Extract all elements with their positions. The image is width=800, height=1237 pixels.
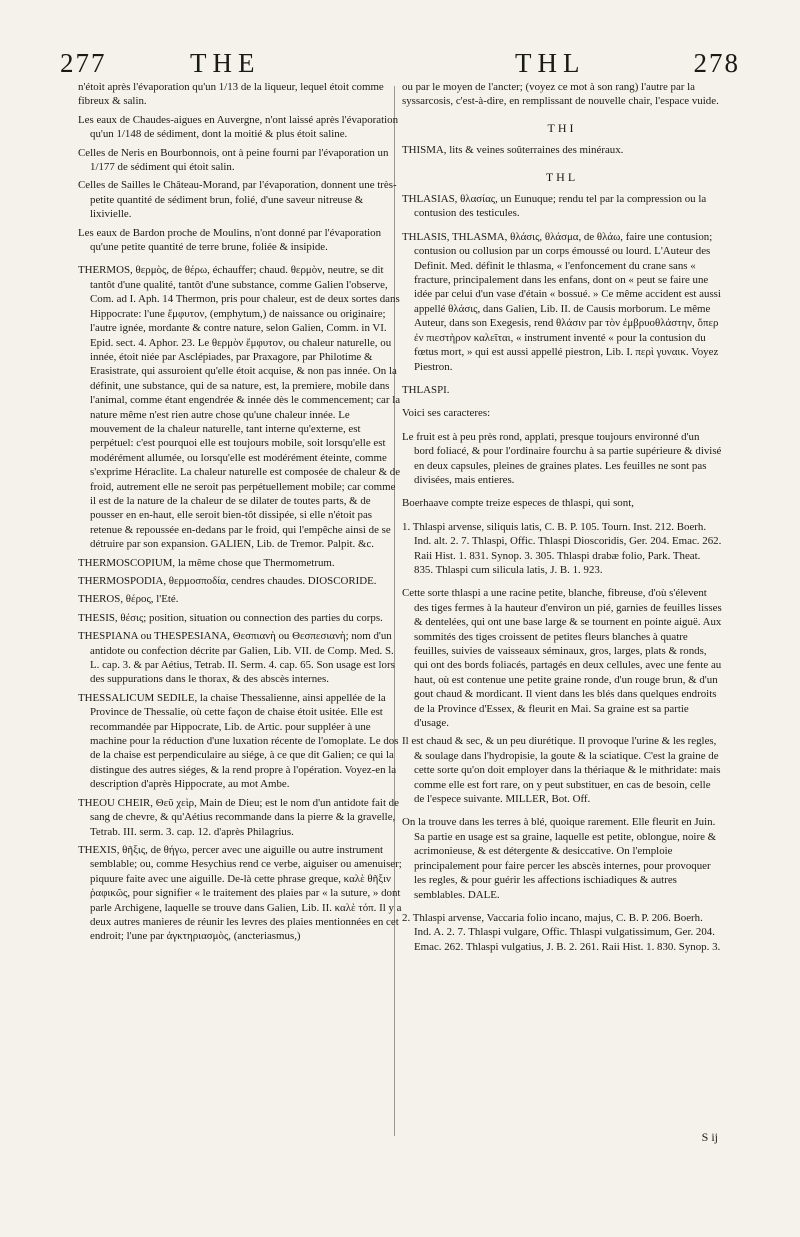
entry-thermoscopium: THERMOSCOPIUM, la même chose que Thermometrum. — [78, 556, 335, 569]
paragraph: Celles de Neris en Bourbonnois, ont à peine fourni par l'évaporation un 1/177 de sédiment qui étoit salin. — [78, 146, 389, 174]
entry-thexis: THEXIS, θῆξις, de θήγω, percer avec une aiguille ou autre instrument semblable; ou, comme Hesychius rend ce verbe, aiguiser ou amenuiser; piquure faite avec une aiguille. De-là cette phrase greque, καλὲ θῆξιν ῥαφικῶς, pour signifier « le traitement des plaies par « la suture, » dont parle Archigene, laquelle se trouve dans Galien, Lib. II. καλὲ τόπ. Il y a deux autres manieres de réunir les levres des plaies mentionnées en cet endroit; l'une par ἀγκτηριασμὸς, (ancteriasmus,) — [78, 843, 402, 943]
entry-thespiana: THESPIANA ou THESPESIANA, Θεσπιανὴ ou Θεσπεσιανὴ; nom d'un antidote ou confection décrite par Galien, Lib. VII. de Comp. Med. S. L. cap. 3. & par Aétius, Tetrab. II. Serm. 4. cap. 65. Son usage est lors des suppurations dans le thorax, & des abscès internes. — [78, 630, 395, 686]
signature-mark: S ij — [701, 1130, 718, 1144]
entry-thermospodia: THERMOSPODIA, θερμοσποδία, cendres chaudes. DIOSCORIDE. — [78, 575, 377, 587]
paragraph: Celles de Sailles le Château-Morand, par l'évaporation, donnent une très-petite quantité de sédiment brun, folié, d'une saveur nitreuse & lixivielle. — [78, 179, 397, 221]
paragraph: ou par le moyen de l'ancter; (voyez ce mot à son rang) l'autre par la syssarcosis, c'est-à-dire, en remplissant de nouvelle chair, l'espace vuide. — [402, 81, 719, 108]
section-heading-thl: THL — [545, 169, 579, 184]
paragraph: n'étoit après l'évaporation qu'un 1/13 de la liqueur, lequel étoit comme fibreux & salin. — [78, 81, 384, 108]
entry-thesis: THESIS, θέσις; position, situation ou connection des parties du corps. — [78, 611, 383, 624]
entry-theros: THEROS, θέρος, l'Eté. — [78, 593, 179, 606]
paragraph: Les eaux de Chaudes-aigues en Auvergne, n'ont laissé après l'évaporation qu'un 1/148 de sédiment, dont la moitié & plus étoit saline. — [78, 113, 399, 141]
running-head-left: THE — [190, 48, 261, 78]
running-head-right: THL — [515, 48, 586, 78]
paragraph: Boerhaave compte treize especes de thlaspi, qui sont, — [402, 497, 634, 510]
paragraph: Voici ses caracteres: — [402, 407, 491, 420]
entry-thisma: THISMA, lits & veines soûterraines des minéraux. — [402, 144, 624, 157]
page-header — [60, 48, 740, 84]
left-column — [78, 80, 403, 948]
paragraph: Cette sorte thlaspi a une racine petite, blanche, fibreuse, d'où s'élevent des tiges fermes à la hauteur d'environ un pié, garnies de feuilles lisses & dentelées, qui ont une base large & se tournent en pointe aiguë. Aux sommités des tiges croissent de petites fleurs blanches à quatre feuilles, suivies de vaisseaux séminaux, gros, larges, plats & ronds, qui ont des bords foliacés, partagés en deux cellules, avec une fente au haut, où est contenue une petite graine ronde, d'un rouge brun, & d'un gout chaud & mordicant. Il vient dans les blés dans quelques endroits de la Province d'Essex, & fleurit en Mai. Sa graine est sa partie d'usage. — [402, 587, 722, 730]
paragraph: On la trouve dans les terres à blé, quoique rarement. Elle fleurit en Juin. Sa partie en usage est sa graine, laquelle est petite, oblongue, noire & acrimonieuse, & est détergente & desiccative. On l'emploie principalement pour faire percer les abscès internes, pour provoquer les regles, & pour guérir les affections ischiadiques & autres semblables. DALE. — [402, 816, 717, 901]
entry-thessalicum-sedile: THESSALICUM SEDILE, la chaise Thessalienne, ainsi appellée de la Province de Thessalie, où cette façon de chaise étoit usitée. Elle est recommandée par Hippocrate, Lib. de Artic. pour suppléer à une machine pour la réduction d'une luxation récente de l'omoplate. Le dos de la chaise est perpendiculaire au siége, à ce que dit Galien; ce qui la distingue des autres siéges, & la rend propre à l'opération. Voyez-en la description d'après Hippocrate, au mot Ambe. — [78, 691, 399, 791]
page-number-right: 278 — [693, 48, 740, 78]
species-2: 2. Thlaspi arvense, Vaccaria folio incano, majus, C. B. P. 206. Boerh. Ind. A. 2. 7. Thlaspi vulgare, Offic. Thlaspi vulgatissimum, Ger. 204. Emac. 262. Thlaspi vulgatius, J. B. 2. 261. Raii Hist. 1. 830. Synop. 3. — [402, 911, 721, 953]
paragraph: Le fruit est à peu près rond, applati, presque toujours environné d'un bord foliacé, & pour l'ordinaire fourchu à sa partie supérieure & divisé en deux capsules, pleines de graines plates. Les feuilles ne sont pas divisées, mais entieres. — [402, 430, 722, 486]
entry-theou-cheir: THEOU CHEIR, Θεῦ χεὶρ, Main de Dieu; est le nom d'un antidote fait de sang de chevre, & qu'Aétius recommande dans la pierre & la gravelle, Tetrab. III. serm. 3. cap. 12. d'après Philagrius. — [78, 796, 399, 838]
page-number-left: 277 — [60, 48, 107, 78]
entry-thlasias: THLASIAS, θλασίας, un Eunuque; rendu tel par la compression ou la contusion des testicules. — [402, 193, 707, 220]
right-column — [402, 80, 722, 958]
section-heading-thi: THI — [547, 120, 577, 135]
paragraph: Les eaux de Bardon proche de Moulins, n'ont donné par l'évaporation qu'une petite quantité de terre brune, foliée & insipide. — [78, 226, 382, 254]
entry-thermos: THERMOS, θερμὸς, de θέρω, échauffer; chaud. θερμὸν, neutre, se dit tantôt d'une qualité, tantôt d'une substance, comme Galien l'observe, Com. ad I. Aph. 14 Thermon, pris pour chaleur, est de deux sortes dans Hippocrate: l'une ἔμφυτον, (emphytum,) de naissance ou originaire; l'autre ignée, mordante & contre nature, selon Galien, Comm. in VI. Epid. sect. 4. Aphor. 23. Le θερμὸν ἔμφυτον, ou chaleur naturelle, ou innée, étoit niée par Asclépiades, par Praxagore, par Philotime & Erasistrate, qui assuroient qu'elle étoit acquise, & non pas innée. On la définit, une substance, qui de sa nature, est, la premiere, mobile dans l'animal, comme étant engendrée & innée dès le commencement; car la nature même n'est rien autre chose qu'une chaleur innée. Le mouvement de la chaleur naturelle, tant interne qu'externe, est perpétuel: c'est pourquoi elle est toujours mobile, soit lorsqu'elle est modérément allumée, ou lorsqu'elle est modérément éteinte, comme s'exprime Héraclite. La chaleur naturelle est composée de chaleur & de froid, autrement elle ne seroit pas perpétuellement mobile; car comme il est de la nature de la chaleur de se dilater de toutes parts, & de pousser en en-haut, elle seroit bien-tôt dissipée, si elle n'étoit pas retenue & repoussée en-dedans par le froid, qui l'empêche ainsi de se détruire par son expansion. GALIEN, Lib. de Tremor. Palpit. &c. — [78, 264, 401, 551]
species-1: 1. Thlaspi arvense, siliquis latis, C. B. P. 105. Tourn. Inst. 212. Boerh. Ind. alt. 2. 7. Thlaspi, Offic. Thlaspi Dioscoridis, Ger. 204. Emac. 262. Raii Hist. 1. 831. Synop. 3. 305. Thlaspi drabæ folio, Park. Theat. 835. Thlaspi cum silicula latis, J. B. 1. 923. — [402, 520, 722, 576]
entry-thlaspi: THLASPI. — [402, 383, 450, 396]
entry-thlasis: THLASIS, THLASMA, θλάσις, θλάσμα, de θλάω, faire une contusion; contusion ou collusion par un corps émoussé ou lourd. L'Auteur des Definit. Med. définit le thlasma, « l'enfoncement du crane sans « fracture, principalement dans les enfans, dont on « peut se faire une idée par celui d'un vase d'étain « bossué. » Ce même accident est aussi appellé θλάσις, dans Galien, Lib. II. de Causis morborum. Le même Auteur, dans son Exegesis, rend θλάσιν par τὸν ἐμβρυοθλάστην, ὅπερ ἐν πιεστὴρον καλεῖται, « instrument inventé « pour la contusion du fœtus mort, » qui est aussi appellé piestron, Lib. I. περὶ γυναικ. Voyez Piestron. — [402, 230, 721, 373]
paragraph: Il est chaud & sec, & un peu diurétique. Il provoque l'urine & les regles, & soulage dans l'hydropisie, la goute & la sciatique. C'est la graine de cette sorte qu'on doit employer dans la thériaque & le mithridate: mais comme elle est fort rare, on y peut substituer, en cas de besoin, celle de l'espece suivante. MILLER, Bot. Off. — [402, 735, 721, 806]
